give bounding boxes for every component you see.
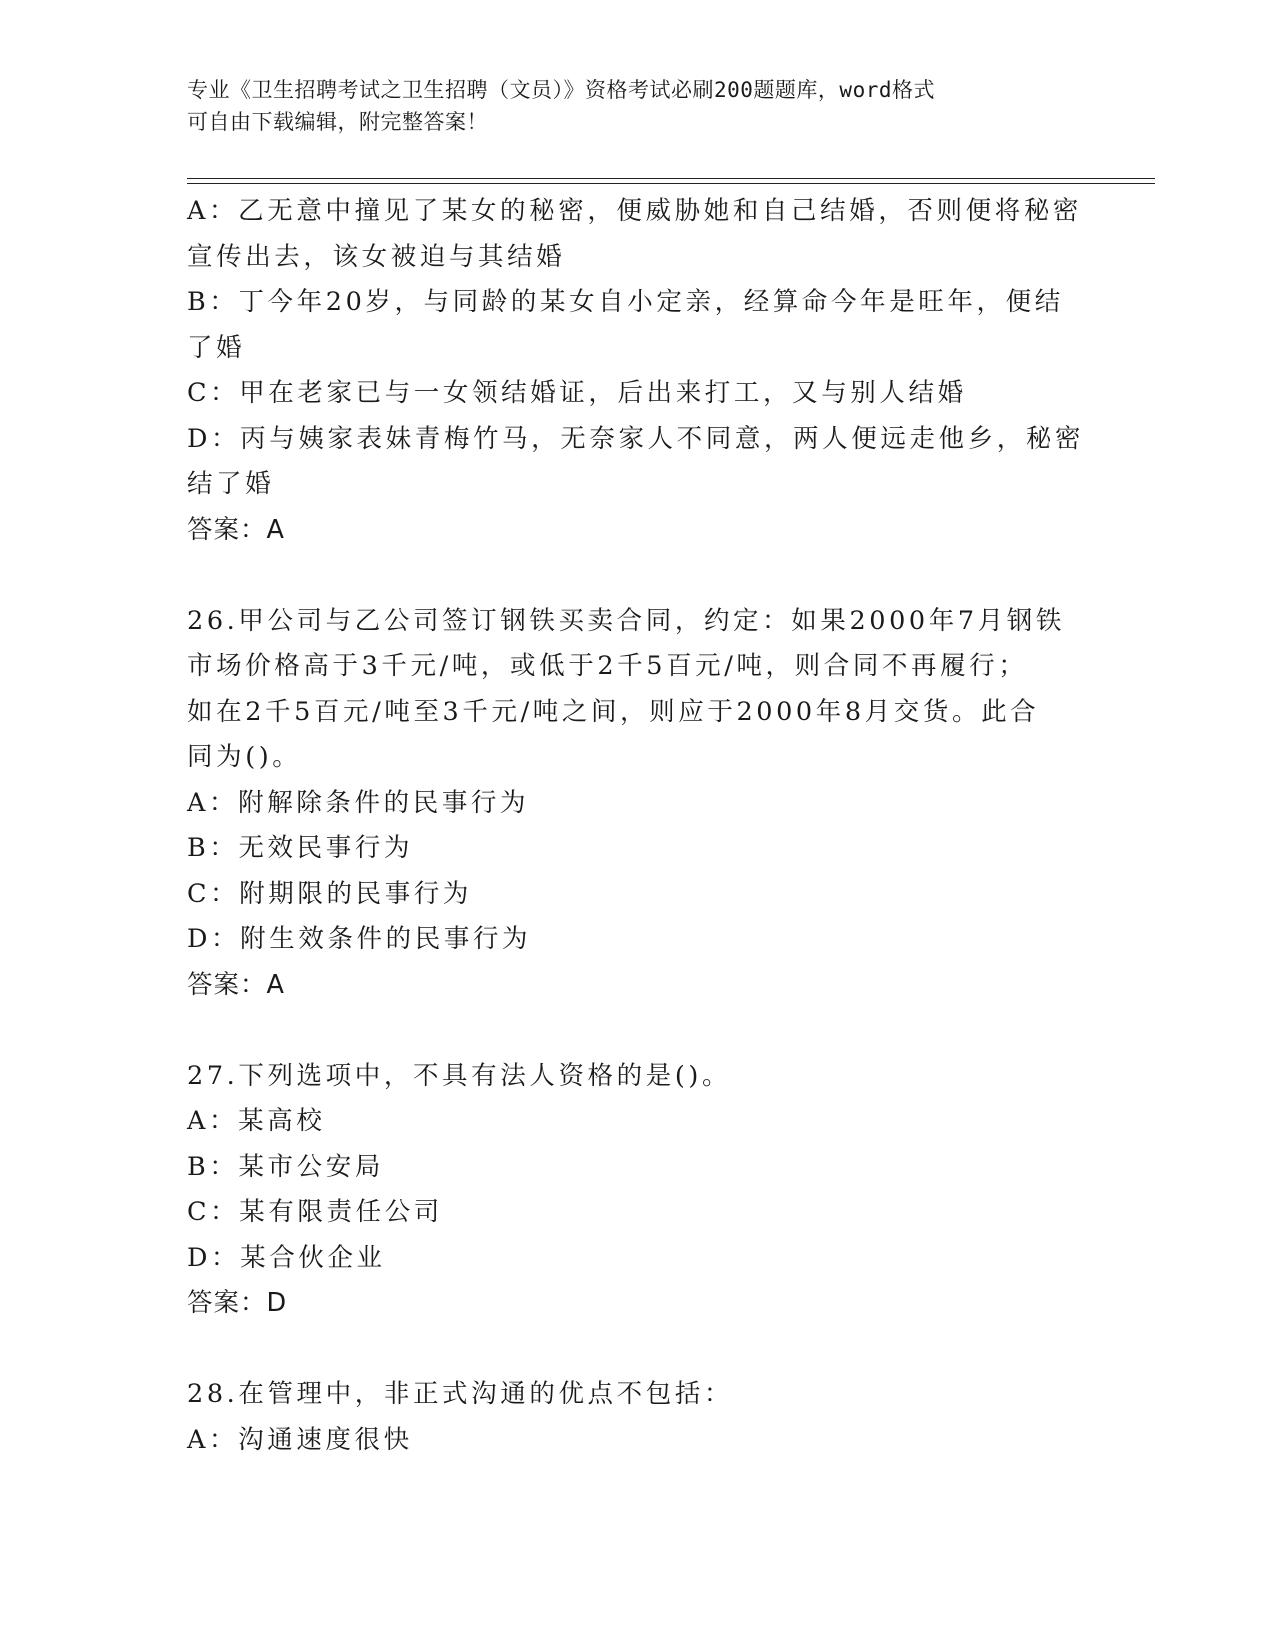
- answer: 答案：A: [187, 969, 285, 1000]
- option-d-line-1: D：丙与姨家表妹青梅竹马，无奈家人不同意，两人便远走他乡，秘密: [187, 423, 1085, 454]
- option-d: D：某合伙企业: [187, 1242, 386, 1273]
- question-stem-line-4: 同为()。: [187, 742, 302, 772]
- answer: 答案：A: [187, 514, 285, 545]
- option-c: C：甲在老家已与一女领结婚证，后出来打工，又与别人结婚: [187, 378, 967, 408]
- option-d: D：附生效条件的民事行为: [187, 924, 532, 954]
- option-c: C：某有限责任公司: [187, 1197, 443, 1227]
- spacer: [187, 553, 1087, 599]
- header-rule-bottom: [187, 183, 1155, 184]
- question-stem: 27.下列选项中，不具有法人资格的是()。: [187, 1060, 732, 1091]
- question-stem-line-1: 26.甲公司与乙公司签订钢铁买卖合同，约定：如果2000年7月钢铁: [187, 605, 1065, 636]
- option-a: A：某高校: [187, 1106, 326, 1136]
- question-stem: 28.在管理中，非正式沟通的优点不包括：: [187, 1379, 734, 1409]
- option-c: C：附期限的民事行为: [187, 878, 473, 909]
- header-rule-top: [187, 178, 1155, 179]
- header-line-1: 专业《卫生招聘考试之卫生招聘（文员）》资格考试必刷200题题库，word格式: [187, 78, 935, 102]
- answer: 答案：D: [187, 1288, 288, 1318]
- question-28: [187, 1372, 1087, 1463]
- question-list: [187, 189, 1087, 1463]
- spacer: [187, 1327, 1087, 1373]
- header-line-2: 可自由下载编辑，附完整答案！: [187, 110, 488, 134]
- option-b: B：某市公安局: [187, 1151, 384, 1182]
- question-26: [187, 599, 1087, 1009]
- spacer: [187, 1008, 1087, 1054]
- option-b-line-2: 了婚: [187, 332, 246, 363]
- option-a-line-1: A：乙无意中撞见了某女的秘密，便威胁她和自己结婚，否则便将秘密: [187, 196, 1083, 226]
- question-25: [187, 189, 1087, 553]
- document-header: [187, 74, 1067, 138]
- option-a: A：沟通速度很快: [187, 1424, 413, 1455]
- question-stem-line-3: 如在2千5百元/吨至3千元/吨之间，则应于2000年8月交货。此合: [187, 696, 1040, 727]
- option-a-line-2: 宣传出去，该女被迫与其结婚: [187, 241, 566, 272]
- option-d-line-2: 结了婚: [187, 469, 275, 499]
- option-b-line-1: B：丁今年20岁，与同龄的某女自小定亲，经算命今年是旺年，便结: [187, 287, 1064, 317]
- option-a: A：附解除条件的民事行为: [187, 787, 530, 818]
- option-b: B：无效民事行为: [187, 833, 414, 863]
- question-stem-line-2: 市场价格高于3千元/吨，或低于2千5百元/吨，则合同不再履行；: [187, 651, 1028, 681]
- question-27: [187, 1054, 1087, 1327]
